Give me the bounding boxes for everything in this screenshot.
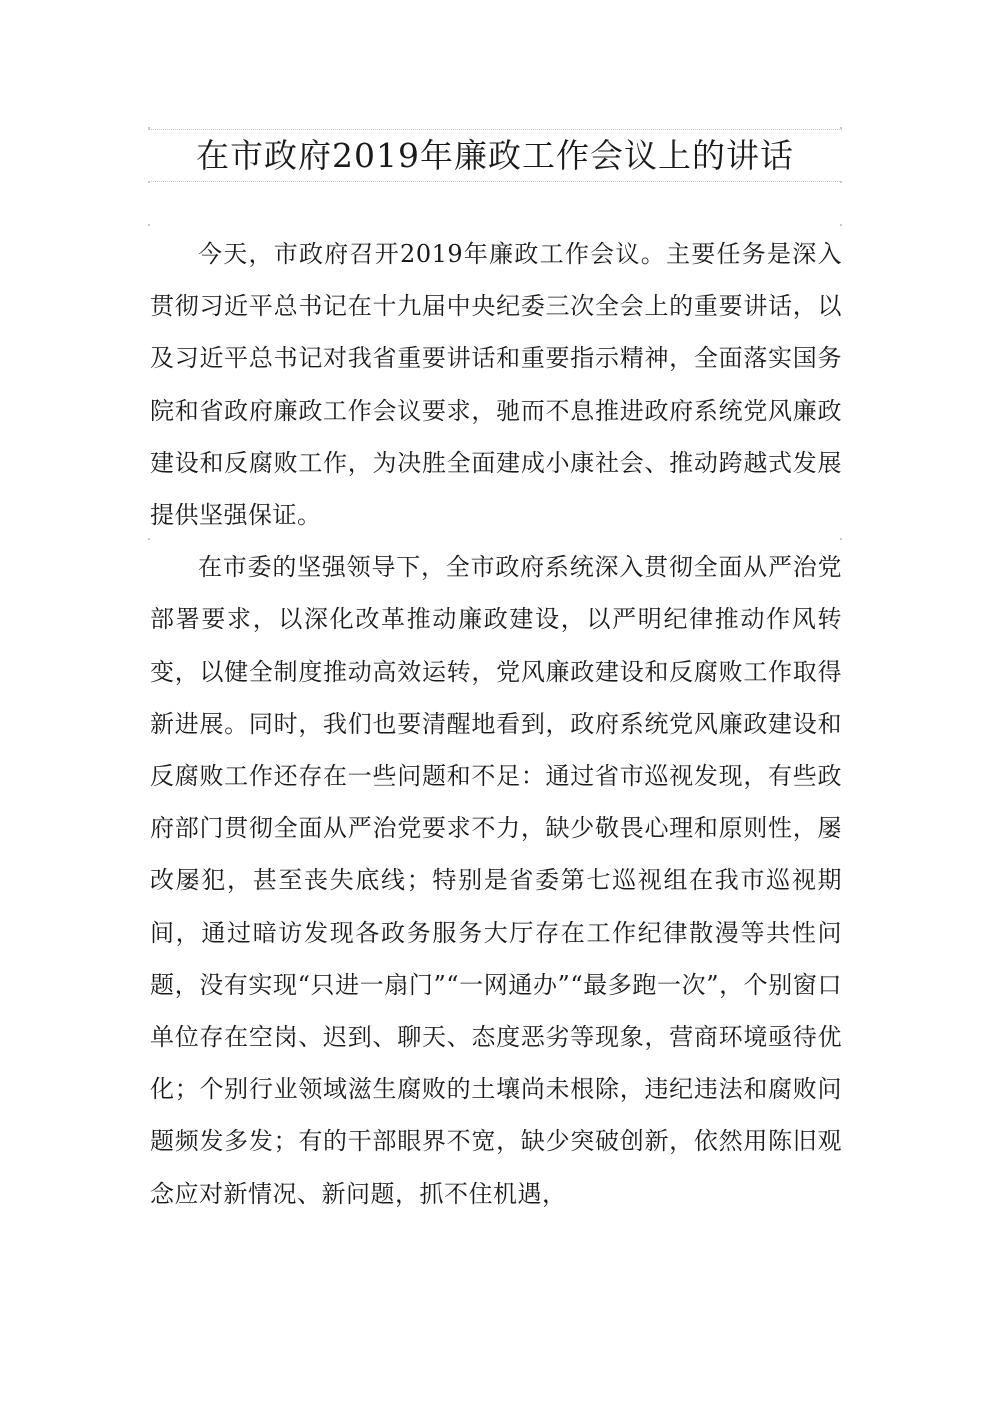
title-top-rule xyxy=(148,129,842,130)
paragraph-2: 在市委的坚强领导下，全市政府系统深入贯彻全面从严治党部署要求，以深化改革推动廉政建设，以严明纪律推动作风转变，以健全制度推动高效运转，党风廉政建设和反腐败工作取得新进展。同时，我们也要清醒地看到，政府系统党风廉政建设和反腐败工作还存在一些问题和不足：通过省市巡视发现，有些政府部门贯彻全面从严治党要求不力，缺少敬畏心理和原则性，屡改屡犯，甚至丧失底线；特别是省委第七巡视组在我市巡视期间，通过暗访发现各政务服务大厅存在工作纪律散漫等共性问题，没有实现“只进一扇门”“一网通办”“最多跑一次”，个别窗口单位存在空岗、迟到、聊天、态度恶劣等现象，营商环境亟待优化；个别行业领域滋生腐败的土壤尚未根除，违纪违法和腐败问题频发多发；有的干部眼界不宽，缺少突破创新，依然用陈旧观念应对新情况、新问题，抓不住机遇， xyxy=(150,553,842,1208)
corner-mark xyxy=(148,127,150,129)
corner-mark xyxy=(840,181,842,183)
document-body xyxy=(150,228,842,1220)
paragraph-1: 今天，市政府召开2019年廉政工作会议。主要任务是深入贯彻习近平总书记在十九届中央纪委三次全会上的重要讲话，以及习近平总书记对我省重要讲话和重要指示精神，全面落实国务院和省政府廉政工作会议要求，驰而不息推进政府系统党风廉政建设和反腐败工作，为决胜全面建成小康社会、推动跨越式发展提供坚强保证。 xyxy=(150,240,842,530)
corner-mark xyxy=(148,224,150,226)
document-title: 在市政府2019年廉政工作会议上的讲话 xyxy=(196,136,794,175)
corner-mark xyxy=(840,224,842,226)
corner-mark xyxy=(840,127,842,129)
corner-mark xyxy=(148,181,150,183)
title-bottom-rule xyxy=(148,181,842,182)
